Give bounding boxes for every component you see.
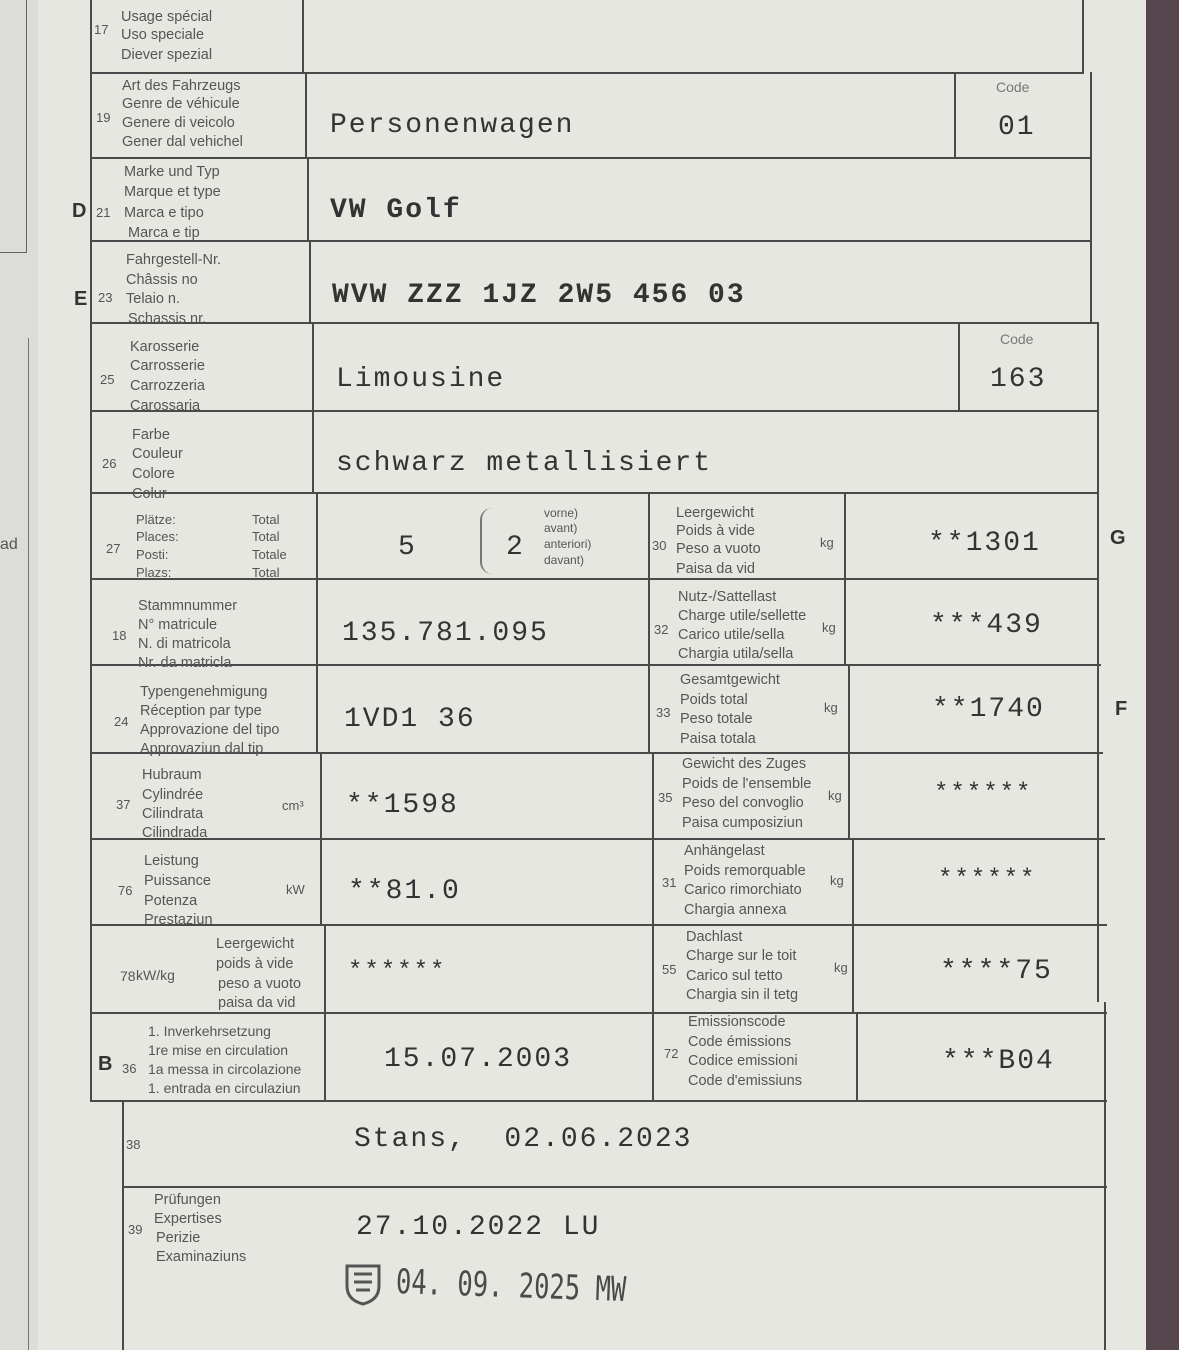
power-ratio-value: ****** — [348, 958, 447, 985]
field-number: 32 — [654, 622, 669, 637]
field-label: Genre de véhicule — [122, 96, 240, 112]
field-label: Code émissions — [688, 1034, 792, 1050]
margin-letter-b: B — [98, 1053, 113, 1075]
unit-label: kg — [824, 700, 838, 715]
field-label: Poids à vide — [676, 523, 755, 539]
field-label: Réception par type — [140, 703, 262, 719]
field-label: peso a vuoto — [218, 976, 302, 992]
field-label: vorne) — [544, 506, 579, 520]
field-label: Expertises — [154, 1211, 222, 1227]
field-label: Cylindrée — [142, 787, 204, 803]
color-value: schwarz metallisiert — [336, 448, 713, 479]
field-label: Charge utile/sellette — [678, 608, 807, 624]
field-label: Fahrgestell-Nr. — [126, 252, 222, 268]
field-label: Prüfungen — [154, 1192, 221, 1208]
field-label: Cilindrada — [142, 825, 208, 841]
unit-label: cm³ — [282, 798, 304, 813]
field-label: avant) — [544, 521, 578, 535]
train-weight-value: ****** — [934, 780, 1033, 807]
displacement-value: **1598 — [346, 790, 459, 821]
unit-label: kg — [828, 788, 842, 803]
field-label: Karosserie — [130, 339, 200, 355]
field-number: 72 — [664, 1046, 679, 1061]
field-number: 38 — [126, 1137, 141, 1152]
make-value: VW Golf — [330, 195, 462, 226]
field-label: Total — [252, 565, 280, 580]
field-label: Puissance — [144, 873, 211, 889]
left-fragment-text: ad — [0, 536, 18, 553]
field-label: Codice emissioni — [688, 1053, 798, 1069]
margin-letter-d: D — [72, 200, 87, 222]
field-label: Poids remorquable — [684, 863, 806, 879]
field-label: Poids de l'ensemble — [682, 776, 812, 792]
margin-letter-e: E — [74, 288, 88, 310]
field-label: Gesamtgewicht — [680, 672, 780, 688]
field-label: Paisa cumposiziun — [682, 815, 803, 831]
inspection-stamp: 04. 09. 2025 MW — [395, 1262, 627, 1311]
field-label: Anhängelast — [684, 843, 765, 859]
field-label: Châssis no — [126, 272, 198, 288]
field-label: Chargia sin il tetg — [686, 987, 799, 1003]
total-weight-value: **1740 — [932, 694, 1045, 725]
field-label: 1re mise en circulation — [148, 1042, 289, 1058]
field-number: 31 — [662, 875, 677, 890]
field-label: Leergewicht — [216, 936, 295, 952]
field-number: 30 — [652, 538, 667, 553]
margin-letter-f: F — [1115, 698, 1128, 720]
field-label: Prestaziun — [144, 912, 213, 928]
seats-front-value: 2 — [506, 532, 525, 563]
field-label: paisa da vid — [218, 995, 296, 1011]
field-label: Total — [252, 512, 280, 527]
field-label: Chargia utila/sella — [678, 646, 794, 662]
field-label: Carrozzeria — [130, 378, 205, 394]
field-label: Approvaziun dal tip — [140, 741, 264, 757]
field-label: Potenza — [144, 893, 198, 909]
unit-label: kg — [834, 960, 848, 975]
field-label: Nutz-/Sattellast — [678, 589, 777, 605]
field-label: Gewicht des Zuges — [682, 756, 807, 772]
field-number: 33 — [656, 705, 671, 720]
field-number: 26 — [102, 456, 117, 471]
vehicle-type-code: 01 — [998, 112, 1036, 143]
field-number: 76 — [118, 883, 133, 898]
field-label: Dachlast — [686, 929, 743, 945]
field-label: Marke und Typ — [124, 164, 220, 180]
unit-label: kg — [830, 873, 844, 888]
field-label: Paisa totala — [680, 731, 756, 747]
field-label: Leergewicht — [676, 505, 755, 521]
field-label: Marca e tipo — [124, 205, 204, 221]
type-approval-value: 1VD1 36 — [344, 704, 476, 735]
field-label: Carrosserie — [130, 358, 205, 374]
field-label: Schassis nr. — [128, 311, 207, 327]
field-number: 55 — [662, 962, 677, 977]
background-right-edge — [1146, 0, 1179, 1350]
field-number: 23 — [98, 290, 113, 305]
field-label: Poids total — [680, 692, 748, 708]
field-label: kW/kg — [136, 967, 175, 983]
field-number: 37 — [116, 797, 131, 812]
field-label: 1. entrada en circulaziun — [148, 1080, 301, 1096]
field-label: Paisa da vid — [676, 561, 755, 577]
field-label: Diever spezial — [121, 47, 213, 63]
field-label: Farbe — [132, 427, 170, 443]
trailer-load-value: ****** — [938, 866, 1037, 893]
field-label: Couleur — [132, 446, 183, 462]
field-label: 1a messa in circolazione — [148, 1061, 302, 1077]
chassis-number-value: WVW ZZZ 1JZ 2W5 456 03 — [332, 280, 746, 311]
unit-label: kW — [286, 882, 305, 897]
seats-total-value: 5 — [398, 532, 417, 563]
field-label: Examinaziuns — [156, 1249, 247, 1265]
field-number: 25 — [100, 372, 115, 387]
field-label: Chargia annexa — [684, 902, 787, 918]
field-label: Colur — [132, 486, 167, 502]
field-label: Total — [252, 529, 280, 544]
field-label: Uso speciale — [121, 27, 205, 43]
unit-label: kg — [822, 620, 836, 635]
vehicle-type-value: Personenwagen — [330, 110, 575, 141]
field-label: Stammnummer — [138, 598, 238, 614]
field-label: Colore — [132, 466, 175, 482]
field-label: Leistung — [144, 853, 199, 869]
serial-number-value: 135.781.095 — [342, 618, 549, 649]
field-label: Marca e tip — [128, 225, 200, 241]
field-label: anteriori) — [544, 537, 592, 551]
field-label: Telaio n. — [126, 291, 181, 307]
field-label: Typengenehmigung — [140, 684, 268, 700]
field-label: Emissionscode — [688, 1014, 786, 1030]
field-label: Usage spécial — [121, 9, 213, 25]
field-label: Approvazione del tipo — [140, 722, 280, 738]
field-label: Carico rimorchiato — [684, 882, 802, 898]
field-label: davant) — [544, 553, 585, 567]
first-registration-value: 15.07.2003 — [384, 1044, 573, 1075]
field-number: 19 — [96, 110, 111, 125]
field-label: Perizie — [156, 1230, 201, 1246]
inspection-value: 27.10.2022 LU — [356, 1212, 601, 1243]
field-label: Places: — [136, 529, 179, 544]
field-label: Genere di veicolo — [122, 115, 235, 131]
field-number: 18 — [112, 628, 127, 643]
field-number: 24 — [114, 714, 129, 729]
field-label: poids à vide — [216, 956, 294, 972]
empty-weight-value: **1301 — [928, 528, 1041, 559]
canton-seal-icon — [342, 1262, 384, 1306]
field-number: 17 — [94, 22, 109, 37]
field-number: 21 — [96, 205, 111, 220]
body-type-value: Limousine — [336, 364, 506, 395]
field-number: 39 — [128, 1222, 143, 1237]
field-number: 27 — [106, 541, 121, 556]
field-number: 78 — [120, 968, 136, 984]
code-header: Code — [1000, 331, 1034, 347]
field-label: 1. Inverkehrsetzung — [148, 1023, 271, 1039]
field-label: Carossaria — [130, 398, 201, 414]
field-label: Carico sul tetto — [686, 968, 783, 984]
field-label: Charge sur le toit — [686, 948, 797, 964]
payload-value: ***439 — [930, 610, 1043, 641]
field-label: Plätze: — [136, 512, 176, 527]
body-type-code: 163 — [990, 364, 1047, 395]
code-header: Code — [996, 79, 1030, 95]
field-label: Art des Fahrzeugs — [122, 78, 241, 94]
margin-letter-g: G — [1110, 527, 1126, 549]
field-number: 35 — [658, 790, 673, 805]
power-value: **81.0 — [348, 876, 461, 907]
field-label: Code d'emissiuns — [688, 1073, 802, 1089]
field-label: Plazs: — [136, 565, 172, 580]
emission-code-value: ***B04 — [942, 1046, 1055, 1077]
field-label: Peso a vuoto — [676, 541, 761, 557]
field-label: Peso del convoglio — [682, 795, 804, 811]
field-label: Cilindrata — [142, 806, 204, 822]
field-label: N° matricule — [138, 617, 218, 633]
field-number: 36 — [122, 1061, 137, 1076]
field-label: N. di matricola — [138, 636, 231, 652]
unit-label: kg — [820, 535, 834, 550]
field-label: Marque et type — [124, 184, 221, 200]
field-label: Posti: — [136, 547, 169, 562]
field-label: Nr. da matricla — [138, 655, 232, 671]
field-label: Peso totale — [680, 711, 753, 727]
field-label: Hubraum — [142, 767, 202, 783]
field-label: Gener dal vehichel — [122, 134, 243, 150]
field-label: Carico utile/sella — [678, 627, 785, 643]
place-date-value: Stans, 02.06.2023 — [354, 1124, 693, 1155]
field-label: Totale — [252, 547, 287, 562]
roof-load-value: ****75 — [940, 956, 1053, 987]
